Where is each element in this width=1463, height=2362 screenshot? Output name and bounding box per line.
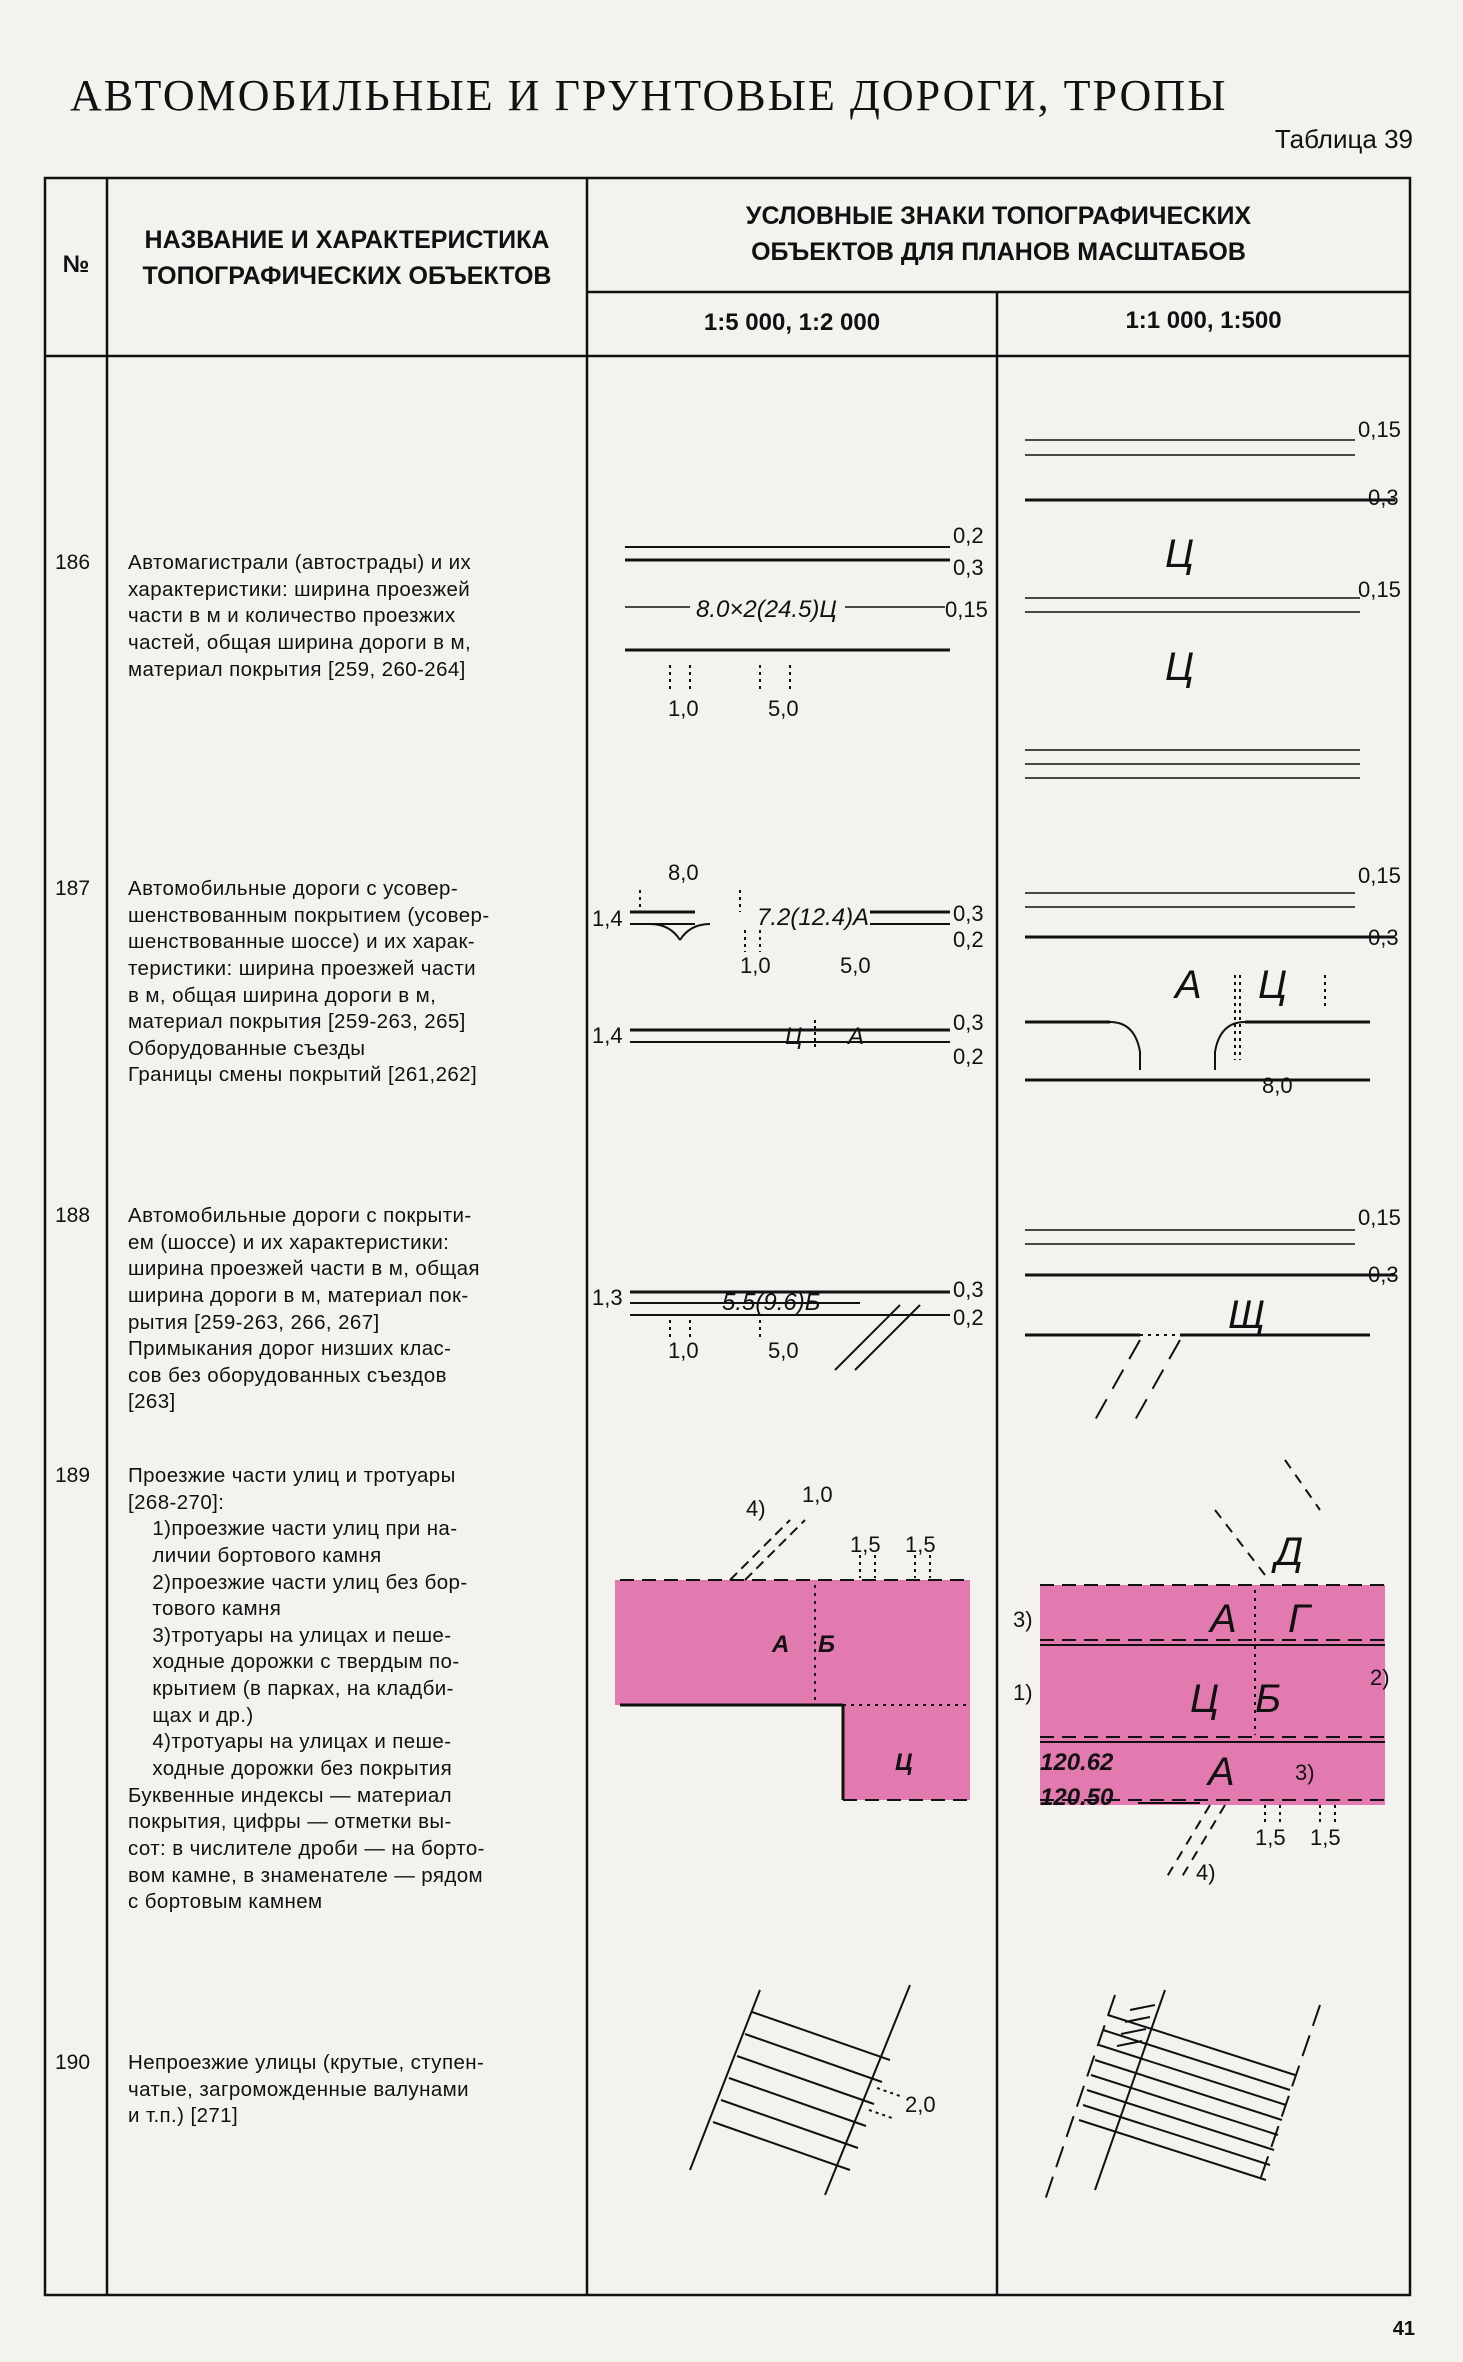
description-line: ходные дорожки с твердым по- bbox=[128, 1650, 460, 1674]
description-line: Автомобильные дороги с усовер- bbox=[128, 877, 459, 900]
dimension-label: 1,0 bbox=[668, 1338, 699, 1363]
description-line: крытием (в парках, на кладби- bbox=[128, 1677, 454, 1701]
description-line: ширина дороги в м, материал пок- bbox=[128, 1283, 469, 1307]
dimension-label: 1,5 bbox=[850, 1532, 881, 1557]
sidewalk-number: 3) bbox=[1295, 1760, 1315, 1785]
symbol-186-large bbox=[1025, 417, 1401, 778]
dimension-label: 5,0 bbox=[840, 953, 871, 978]
description-line: в м, общая ширина дороги в м, bbox=[128, 983, 437, 1007]
material-letter: Щ bbox=[1228, 1293, 1265, 1337]
header-signs-line-1: УСЛОВНЫЕ ЗНАКИ ТОПОГРАФИЧЕСКИХ bbox=[745, 202, 1252, 230]
description-line: 2)проезжие части улиц без бор- bbox=[128, 1570, 468, 1594]
width-label: 0,3 bbox=[953, 1277, 984, 1302]
symbol-187-small bbox=[592, 860, 984, 1069]
description-line: Примыкания дорог низших клас- bbox=[128, 1337, 452, 1361]
header-scale-large: 1:1 000, 1:500 bbox=[1125, 307, 1282, 334]
description-line: [268-270]: bbox=[128, 1490, 225, 1514]
dimension-label: 5,0 bbox=[768, 696, 799, 721]
sidewalk-number: 4) bbox=[746, 1496, 766, 1521]
description-line: шенствованные шоссе) и их харак- bbox=[128, 930, 476, 954]
description-line: и т.п.) [271] bbox=[128, 2104, 239, 2128]
description-line: Буквенные индексы — материал bbox=[128, 1783, 452, 1807]
description-line: [263] bbox=[128, 1390, 176, 1414]
material-letter: Б bbox=[818, 1631, 835, 1658]
sidewalk-number: 3) bbox=[1013, 1607, 1033, 1632]
material-letter: А bbox=[1175, 963, 1202, 1007]
table-label: Таблица 39 bbox=[1274, 124, 1413, 154]
symbol-188-small bbox=[592, 1277, 984, 1370]
width-label: 0,2 bbox=[953, 1044, 984, 1069]
dimension-label: 8,0 bbox=[668, 860, 699, 885]
description-line: материал покрытия [259-263, 265] bbox=[128, 1010, 466, 1034]
road-characteristic: 5.5(9.6)Б bbox=[722, 1289, 821, 1316]
sidewalk-number: 4) bbox=[1196, 1860, 1216, 1885]
dimension-label: 1,5 bbox=[905, 1532, 936, 1557]
dimension-label: 1,5 bbox=[1255, 1825, 1286, 1850]
description-line: шенствованным покрытием (усовер- bbox=[128, 903, 490, 927]
symbol-189-small bbox=[615, 1482, 970, 1800]
material-letter: Г bbox=[1288, 1597, 1310, 1641]
row-number: 188 bbox=[55, 1204, 91, 1227]
roadway-number: 2) bbox=[1370, 1665, 1390, 1690]
width-label: 0,15 bbox=[1358, 863, 1401, 888]
description-line: части в м и количество проезжих bbox=[128, 604, 456, 628]
material-letter: А bbox=[848, 1023, 865, 1050]
page-number: 41 bbox=[1392, 2318, 1415, 2340]
row-number: 190 bbox=[55, 2051, 91, 2074]
dimension-label: 1,4 bbox=[592, 1023, 623, 1048]
material-letter: А bbox=[1208, 1750, 1235, 1794]
material-letter: Ц bbox=[1165, 645, 1195, 689]
roadway-number: 1) bbox=[1013, 1680, 1033, 1705]
description-line: чатые, загроможденные валунами bbox=[128, 2077, 469, 2101]
header-signs-line-2: ОБЪЕКТОВ ДЛЯ ПЛАНОВ МАСШТАБОВ bbox=[751, 238, 1246, 267]
description-line: рытия [259-263, 266, 267] bbox=[128, 1310, 380, 1334]
description-line: Оборудованные съезды bbox=[128, 1036, 366, 1060]
header-scale-small: 1:5 000, 1:2 000 bbox=[703, 309, 881, 336]
width-label: 0,3 bbox=[953, 1010, 984, 1035]
description-line: Границы смены покрытий [261,262] bbox=[128, 1063, 478, 1087]
description-line: ширина проезжей части в м, общая bbox=[128, 1257, 480, 1281]
description-line: частей, общая ширина дороги в м, bbox=[128, 630, 472, 654]
description-line: вом камне, в знаменателе — рядом bbox=[128, 1863, 484, 1887]
width-label: 0,15 bbox=[1358, 577, 1401, 602]
width-label: 0,2 bbox=[953, 523, 984, 548]
road-characteristic: 7.2(12.4)А bbox=[757, 904, 870, 931]
dimension-label: 1,0 bbox=[668, 696, 699, 721]
symbol-188-large bbox=[1025, 1205, 1401, 1420]
dimension-label: 1,0 bbox=[802, 1482, 833, 1507]
material-letter: Ц bbox=[785, 1023, 803, 1050]
dimension-label: 1,5 bbox=[1310, 1825, 1341, 1850]
description-line: покрытия, цифры — отметки вы- bbox=[128, 1810, 452, 1834]
header-name-line-2: ТОПОГРАФИЧЕСКИХ ОБЪЕКТОВ bbox=[142, 262, 552, 291]
material-letter: Ц bbox=[1190, 1677, 1220, 1721]
description-line: ходные дорожки без покрытия bbox=[128, 1757, 453, 1781]
symbol-186-small bbox=[625, 523, 988, 721]
row-number: 186 bbox=[55, 551, 91, 574]
symbol-190-large bbox=[1045, 1990, 1320, 2200]
width-label: 0,15 bbox=[1358, 417, 1401, 442]
description-line: Автомагистрали (автострады) и их bbox=[128, 551, 472, 574]
description-line: материал покрытия [259, 260-264] bbox=[128, 657, 466, 681]
material-letter: Ц bbox=[1258, 963, 1288, 1007]
elevation-numerator: 120.62 bbox=[1040, 1749, 1114, 1776]
description-line: сот: в числителе дроби — на борто- bbox=[128, 1836, 485, 1860]
description-line: 3)тротуары на улицах и пеше- bbox=[128, 1623, 452, 1647]
symbol-187-large bbox=[1025, 863, 1401, 1098]
description-line: характеристики: ширина проезжей bbox=[128, 577, 471, 601]
material-letter: Д bbox=[1275, 1530, 1304, 1574]
row-number: 187 bbox=[55, 877, 91, 900]
dimension-label: 1,4 bbox=[592, 906, 623, 931]
width-label: 0,2 bbox=[953, 1305, 984, 1330]
description-line: 4)тротуары на улицах и пеше- bbox=[128, 1730, 452, 1754]
material-letter: Ц bbox=[1165, 532, 1195, 576]
header-number-col: № bbox=[62, 251, 90, 278]
width-label: 0,3 bbox=[953, 901, 984, 926]
description-line: тового камня bbox=[128, 1597, 282, 1621]
dimension-label: 5,0 bbox=[768, 1338, 799, 1363]
description-line: с бортовым камнем bbox=[128, 1890, 323, 1914]
width-label: 0,3 bbox=[1368, 485, 1399, 510]
symbol-189-large bbox=[1013, 1460, 1390, 1885]
description-line: щах и др.) bbox=[128, 1703, 254, 1727]
material-letter: А bbox=[1210, 1597, 1237, 1641]
width-label: 0,3 bbox=[953, 555, 984, 580]
header-name-line-1: НАЗВАНИЕ И ХАРАКТЕРИСТИКА bbox=[144, 226, 550, 254]
description-line: личии бортового камня bbox=[128, 1543, 382, 1567]
row-number: 189 bbox=[55, 1464, 91, 1487]
material-letter: А bbox=[772, 1631, 790, 1658]
elevation-denominator: 120.50 bbox=[1040, 1784, 1114, 1811]
width-label: 0,15 bbox=[945, 597, 988, 622]
dimension-label: 2,0 bbox=[905, 2092, 936, 2117]
dimension-label: 1,0 bbox=[740, 953, 771, 978]
description-line: сов без оборудованных съездов bbox=[128, 1363, 447, 1387]
width-label: 0,3 bbox=[1368, 1262, 1399, 1287]
description-line: Автомобильные дороги с покрыти- bbox=[128, 1204, 472, 1227]
description-line: теристики: ширина проезжей части bbox=[128, 956, 476, 980]
description-line: Непроезжие улицы (крутые, ступен- bbox=[128, 2051, 485, 2074]
page-title: АВТОМОБИЛЬНЫЕ И ГРУНТОВЫЕ ДОРОГИ, ТРОПЫ bbox=[70, 71, 1228, 120]
material-letter: Б bbox=[1255, 1677, 1282, 1721]
description-line: ем (шоссе) и их характеристики: bbox=[128, 1230, 450, 1254]
width-label: 0,15 bbox=[1358, 1205, 1401, 1230]
width-label: 0,3 bbox=[1368, 925, 1399, 950]
description-line: Проезжие части улиц и тротуары bbox=[128, 1464, 456, 1487]
dimension-label: 8,0 bbox=[1262, 1073, 1293, 1098]
material-letter: Ц bbox=[895, 1749, 913, 1776]
width-label: 0,2 bbox=[953, 927, 984, 952]
description-line: 1)проезжие части улиц при на- bbox=[128, 1517, 458, 1541]
road-characteristic: 8.0×2(24.5)Ц bbox=[696, 596, 837, 623]
symbol-190-small bbox=[690, 1985, 936, 2195]
dimension-label: 1,3 bbox=[592, 1285, 623, 1310]
